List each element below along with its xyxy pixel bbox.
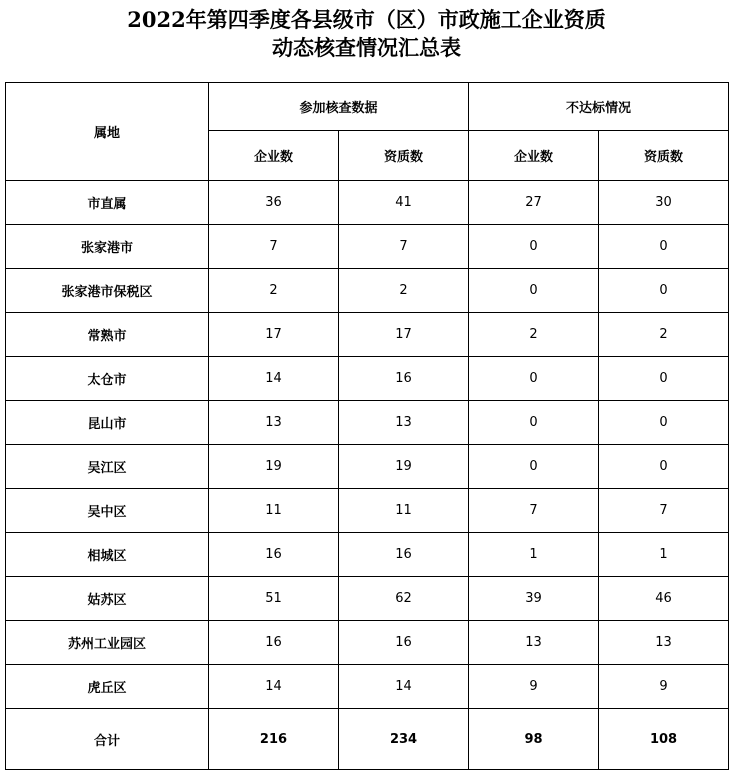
table-row xyxy=(6,269,729,313)
region-cell: 相城区 xyxy=(6,533,209,577)
value-cell: 14 xyxy=(339,665,469,709)
table-row xyxy=(6,489,729,533)
value-cell: 0 xyxy=(469,225,599,269)
group-header-inspection: 参加核查数据 xyxy=(209,83,469,131)
total-value-cell: 98 xyxy=(469,709,599,770)
total-value-cell: 108 xyxy=(599,709,729,770)
region-cell: 虎丘区 xyxy=(6,665,209,709)
value-cell: 51 xyxy=(209,577,339,621)
value-cell: 0 xyxy=(599,401,729,445)
value-cell: 13 xyxy=(469,621,599,665)
region-cell: 张家港市保税区 xyxy=(6,269,209,313)
table-row xyxy=(6,621,729,665)
value-cell: 39 xyxy=(469,577,599,621)
value-cell: 0 xyxy=(599,445,729,489)
table-row xyxy=(6,181,729,225)
region-cell: 吴江区 xyxy=(6,445,209,489)
sub-header-enterprises: 企业数 xyxy=(469,131,599,181)
value-cell: 27 xyxy=(469,181,599,225)
value-cell: 19 xyxy=(339,445,469,489)
table-row xyxy=(6,577,729,621)
region-cell: 昆山市 xyxy=(6,401,209,445)
sub-header-enterprises: 企业数 xyxy=(209,131,339,181)
value-cell: 0 xyxy=(599,357,729,401)
value-cell: 13 xyxy=(209,401,339,445)
value-cell: 0 xyxy=(469,445,599,489)
value-cell: 19 xyxy=(209,445,339,489)
header-row-1 xyxy=(6,83,729,131)
value-cell: 16 xyxy=(339,621,469,665)
value-cell: 2 xyxy=(209,269,339,313)
table-row xyxy=(6,665,729,709)
value-cell: 9 xyxy=(469,665,599,709)
page-title xyxy=(0,0,733,76)
total-row xyxy=(6,709,729,770)
value-cell: 17 xyxy=(339,313,469,357)
value-cell: 0 xyxy=(469,269,599,313)
sub-header-qualifications: 资质数 xyxy=(339,131,469,181)
value-cell: 1 xyxy=(599,533,729,577)
value-cell: 7 xyxy=(469,489,599,533)
value-cell: 13 xyxy=(339,401,469,445)
value-cell: 17 xyxy=(209,313,339,357)
value-cell: 2 xyxy=(599,313,729,357)
value-cell: 14 xyxy=(209,665,339,709)
table-row xyxy=(6,533,729,577)
region-cell: 常熟市 xyxy=(6,313,209,357)
value-cell: 0 xyxy=(599,269,729,313)
table-row xyxy=(6,357,729,401)
region-cell: 张家港市 xyxy=(6,225,209,269)
region-header: 属地 xyxy=(6,83,209,181)
value-cell: 62 xyxy=(339,577,469,621)
value-cell: 30 xyxy=(599,181,729,225)
table-row xyxy=(6,401,729,445)
value-cell: 13 xyxy=(599,621,729,665)
group-header-noncompliant: 不达标情况 xyxy=(469,83,729,131)
value-cell: 41 xyxy=(339,181,469,225)
value-cell: 0 xyxy=(469,357,599,401)
value-cell: 1 xyxy=(469,533,599,577)
total-value-cell: 216 xyxy=(209,709,339,770)
value-cell: 36 xyxy=(209,181,339,225)
value-cell: 9 xyxy=(599,665,729,709)
value-cell: 46 xyxy=(599,577,729,621)
value-cell: 11 xyxy=(339,489,469,533)
table-row xyxy=(6,225,729,269)
region-cell: 市直属 xyxy=(6,181,209,225)
summary-table xyxy=(5,82,729,770)
title-line-2: 动态核查情况汇总表 xyxy=(272,35,461,60)
value-cell: 16 xyxy=(209,533,339,577)
region-cell: 太仓市 xyxy=(6,357,209,401)
total-label: 合计 xyxy=(6,709,209,770)
value-cell: 2 xyxy=(339,269,469,313)
region-cell: 吴中区 xyxy=(6,489,209,533)
sub-header-qualifications: 资质数 xyxy=(599,131,729,181)
value-cell: 16 xyxy=(339,533,469,577)
region-cell: 姑苏区 xyxy=(6,577,209,621)
value-cell: 16 xyxy=(339,357,469,401)
region-cell: 苏州工业园区 xyxy=(6,621,209,665)
value-cell: 16 xyxy=(209,621,339,665)
value-cell: 14 xyxy=(209,357,339,401)
value-cell: 0 xyxy=(599,225,729,269)
total-value-cell: 234 xyxy=(339,709,469,770)
value-cell: 0 xyxy=(469,401,599,445)
title-line-1: 2022年第四季度各县级市（区）市政施工企业资质 xyxy=(127,7,606,32)
value-cell: 7 xyxy=(339,225,469,269)
table-row xyxy=(6,445,729,489)
table-row xyxy=(6,313,729,357)
value-cell: 7 xyxy=(599,489,729,533)
value-cell: 7 xyxy=(209,225,339,269)
value-cell: 2 xyxy=(469,313,599,357)
value-cell: 11 xyxy=(209,489,339,533)
